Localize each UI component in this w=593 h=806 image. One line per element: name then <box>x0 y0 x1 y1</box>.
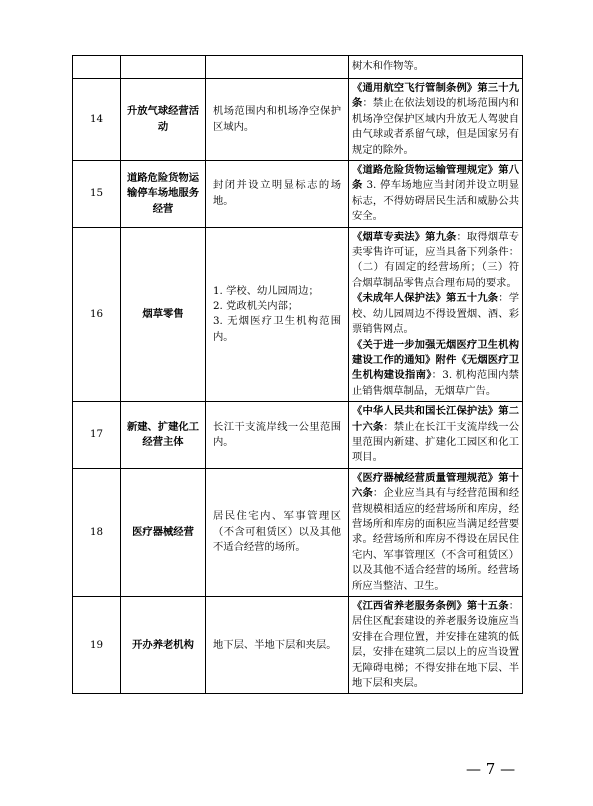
continuation-row <box>73 56 523 79</box>
row-number-cell <box>73 161 121 228</box>
regulation-citation: 《江西省养老服务条例》第十五条 <box>352 600 509 612</box>
restricted-area-cell <box>206 597 349 694</box>
legal-basis-cell <box>349 56 523 79</box>
table-row <box>73 468 523 596</box>
row-number-cell <box>73 468 121 596</box>
legal-basis-cell <box>349 597 523 694</box>
regulation-citation: 《关于进一步加强无烟医疗卫生机构建设工作的通知》附件《无烟医疗卫生机构建设指南》 <box>352 338 519 382</box>
restricted-area-item: 2. 党政机关内部； <box>213 299 299 312</box>
table-row <box>73 597 523 694</box>
legal-text: 3. 停车场地应当封闭并设立明显标志，不得妨碍居民生活和威胁公共安全。 <box>352 179 520 223</box>
legal-text: ：禁止在长江干支流岸线一公里范围内新建、扩建化工园区和化工项目。 <box>352 420 520 464</box>
legal-basis-paragraph <box>352 59 519 74</box>
legal-basis-paragraph <box>352 404 519 466</box>
regulation-citation: 《通用航空飞行管制条例》第三十九条 <box>352 82 519 110</box>
row-number: 19 <box>89 638 104 651</box>
table-row <box>73 402 523 469</box>
table-body <box>73 56 523 694</box>
restricted-area-item: 地下层、半地下层和夹层。 <box>213 638 337 651</box>
row-number-cell <box>73 402 121 469</box>
legal-basis-paragraph <box>352 230 519 292</box>
table-row <box>73 79 523 161</box>
activity-cell <box>121 597 206 694</box>
legal-text: ：企业应当具有与经营范围和经营规模相适应的经营场所和库房，经营场所和库房的面积应当满足经营要求。经营场所和库房不得设在居民住宅内、军事管理区（不含可租赁区）以及其他不适合经营的场所。经营场所应当整洁、卫生。 <box>352 487 520 592</box>
restricted-area-cell <box>206 161 349 228</box>
regulation-citation: 《烟草专卖法》第九条 <box>352 230 457 243</box>
row-number: 14 <box>89 112 104 125</box>
regulation-citation: 《医疗器械经营质量管理规范》第十六条 <box>352 471 519 500</box>
legal-text: ：居住区配套建设的养老服务设施应当安排在合理位置，并安排在建筑的低层，安排在建筑二层以上的应当设置无障碍电梯；不得安排在地下层、半地下层和夹层。 <box>352 600 519 690</box>
activity-name: 医疗器械经营 <box>132 525 194 538</box>
activity-name: 烟草零售 <box>142 307 184 320</box>
activity-name: 新建、扩建化工经营主体 <box>126 420 200 448</box>
row-number: 16 <box>89 307 104 320</box>
row-number-cell <box>73 597 121 694</box>
restricted-area-cell <box>206 56 349 79</box>
table-row <box>73 161 523 228</box>
table-row <box>73 227 523 401</box>
row-number-cell <box>73 79 121 161</box>
legal-basis-paragraph <box>352 291 519 337</box>
activity-cell <box>121 56 206 79</box>
legal-text: 树木和作物等。 <box>352 60 425 73</box>
legal-basis-cell <box>349 79 523 161</box>
regulation-citation: 《中华人民共和国长江保护法》第二十六条 <box>352 405 519 433</box>
legal-basis-cell <box>349 227 523 401</box>
restricted-area-item: 机场范围内和机场净空保护区域内。 <box>213 105 341 133</box>
legal-basis-paragraph <box>352 81 519 158</box>
legal-basis-cell <box>349 402 523 469</box>
activity-name: 升放气球经营活动 <box>126 105 200 133</box>
page-number: — 7 — <box>466 760 516 778</box>
row-number: 15 <box>89 187 104 200</box>
activity-cell <box>121 468 206 596</box>
regulation-citation: 《道路危险货物运输管理规定》第八条 <box>352 164 519 192</box>
restricted-area-cell <box>206 402 349 469</box>
restricted-area-cell <box>206 79 349 161</box>
restricted-area-item: 3. 无烟医疗卫生机构范围内。 <box>213 315 341 343</box>
legal-text: ：学校、幼儿园周边不得设置烟、酒、彩票销售网点。 <box>352 292 520 336</box>
legal-basis-cell <box>349 468 523 596</box>
restricted-area-cell <box>206 468 349 596</box>
legal-text: ：取得烟草专卖零售许可证，应当具备下列条件：（二）有固定的经营场所；（三）符合烟草制品零售点合理布局的要求。 <box>352 230 519 289</box>
activity-name: 道路危险货物运输停车场地服务经营 <box>126 171 200 215</box>
activity-cell <box>121 402 206 469</box>
regulation-citation: 《未成年人保护法》第五十九条 <box>352 292 499 305</box>
row-number-cell <box>73 56 121 79</box>
restricted-area-item: 长江干支流岸线一公里范围内。 <box>213 420 341 448</box>
legal-basis-paragraph <box>352 471 519 594</box>
regulation-table <box>72 55 523 694</box>
legal-basis-paragraph <box>352 338 519 400</box>
row-number: 18 <box>89 525 104 538</box>
activity-cell <box>121 227 206 401</box>
legal-basis-paragraph <box>352 163 519 225</box>
restricted-area-item: 封闭并设立明显标志的场地。 <box>213 179 341 207</box>
legal-basis-cell <box>349 161 523 228</box>
restricted-area-cell <box>206 227 349 401</box>
row-number-cell <box>73 227 121 401</box>
legal-text: ：禁止在依法划设的机场范围内和机场净空保护区域内升放无人驾驶自由气球或者系留气球，但是国家另有规定的除外。 <box>352 97 520 156</box>
row-number: 17 <box>89 428 104 441</box>
legal-basis-paragraph <box>352 599 519 691</box>
restricted-area-item: 居民住宅内、军事管理区（不含可租赁区）以及其他不适合经营的场所。 <box>213 510 341 554</box>
activity-cell <box>121 79 206 161</box>
legal-text: ：3. 机构范围内禁止销售烟草制品，无烟草广告。 <box>352 369 519 397</box>
activity-name: 开办养老机构 <box>132 638 194 651</box>
restricted-area-item: 1. 学校、幼儿园周边； <box>213 284 319 297</box>
activity-cell <box>121 161 206 228</box>
